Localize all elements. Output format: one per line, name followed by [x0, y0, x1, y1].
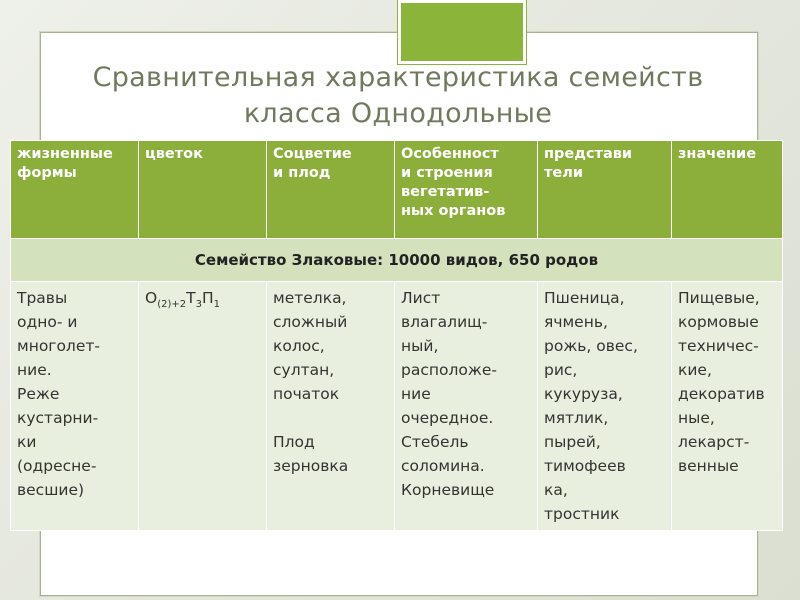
cell-representatives: Пшеница, ячмень, рожь, овес, рис, кукуруза, мятлик, пырей, тимофеев ка, тростник — [538, 282, 672, 531]
header-representatives: представи тели — [538, 141, 672, 239]
flower-formula: $О_{(2)+2}Т_3П_1$ — [145, 289, 220, 310]
table-row — [11, 282, 783, 531]
accent-block — [398, 0, 526, 64]
slide-title — [40, 60, 756, 132]
comparison-table — [10, 140, 783, 531]
cell-significance: Пищевые, кормовые техничес- кие, декоратив ные, лекарст- венные — [672, 282, 783, 531]
header-significance: значение — [672, 141, 783, 239]
cell-flower-formula — [139, 282, 267, 531]
header-vegetative-organs: Особенност и строения вегетатив- ных органов — [395, 141, 538, 239]
header-flower: цветок — [139, 141, 267, 239]
header-inflorescence-fruit: Соцветие и плод — [267, 141, 395, 239]
title-line-2: класса Однодольные — [243, 98, 553, 129]
header-life-forms: жизненные формы — [11, 141, 139, 239]
cell-life-forms: Травы одно- и многолет- ние. Реже кустарни- ки (одресне- весшие) — [11, 282, 139, 531]
family-title: Семейство Злаковые: 10000 видов, 650 родов — [11, 239, 783, 282]
title-line-1: Сравнительная характеристика семейств — [92, 62, 704, 93]
cell-inflorescence-fruit: метелка, сложный колос, султан, початок Плод зерновка — [267, 282, 395, 531]
header-row — [11, 141, 783, 239]
family-row — [11, 239, 783, 282]
cell-vegetative-organs: Лист влагалищ- ный, расположе- ние очередное. Стебель соломина. Корневище — [395, 282, 538, 531]
